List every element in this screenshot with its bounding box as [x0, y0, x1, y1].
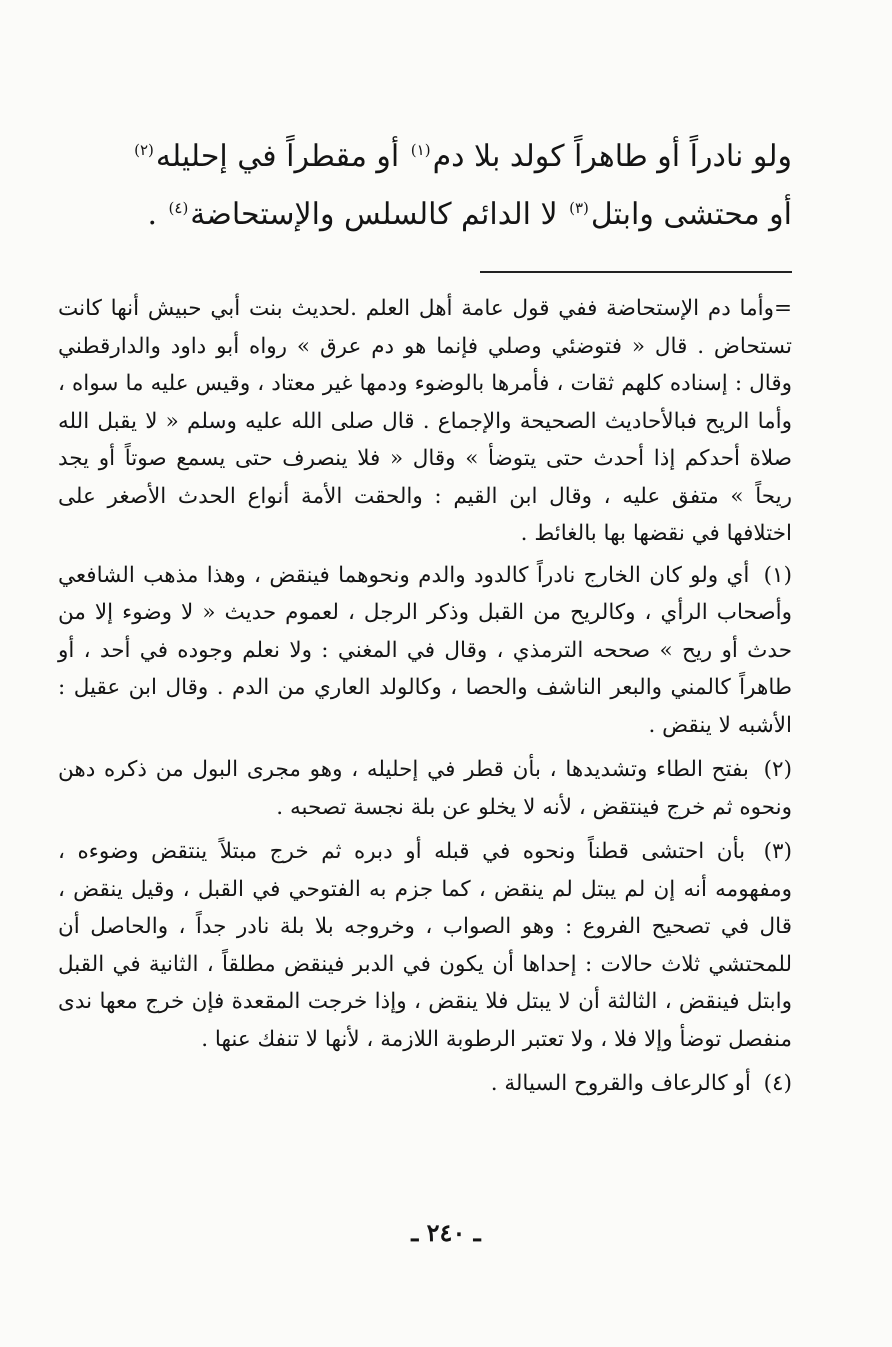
footnote-1: [58, 557, 792, 745]
footnote-ref-3: (٣): [569, 199, 589, 217]
footnote-text-2: بفتح الطاء وتشديدها ، بأن قطر في إحليله ، وهو مجرى البول من ذكره دهن ونحوه ثم خرج فينتقض ، لأنه لا يخلو عن بلة نجسة تصحبه .: [58, 757, 792, 820]
main-line-1: [95, 128, 792, 186]
footnote-number-1: (١): [763, 562, 792, 588]
footnote-continuation: =وأما دم الإستحاضة ففي قول عامة أهل العلم .لحديث بنت أبي حبيش أنها كانت تستحاض . قال « فتوضئي وصلي فإنما هو دم عرق » رواه أبو داود والدارقطني وقال : إسناده كلهم ثقات ، فأمرها بالوضوء ودمها غير معتاد ، وقيس عليه ما سواه ، وأما الريح فبالأحاديث الصحيحة والإجماع . قال صلى الله عليه وسلم « لا يقبل الله صلاة أحدكم إذا أحدث حتى يتوضأ » وقال « فلا ينصرف حتى يسمع صوتاً أو يجد ريحاً » متفق عليه ، وقال ابن القيم : والحقت الأمة أنواع الحدث الأصغر على اختلافها في نقضها بها بالغائط .: [58, 296, 792, 546]
footnote-text-1: أي ولو كان الخارج نادراً كالدود والدم ونحوهما فينقض ، وهذا مذهب الشافعي وأصحاب الرأي ، وكالريح من القبل وذكر الرجل ، لعموم حديث « لا وضوء إلا من حدث أو ريح » صححه الترمذي ، وقال في المغني : ولا نعلم وجوده في أحد ، أو طاهراً كالمني والبعر الناشف والحصا ، وكالولد العاري من الدم . وقال ابن عقيل : الأشبه لا ينقض .: [58, 562, 792, 738]
footnote-2: [58, 751, 792, 826]
main-line-2-text-b: لا الدائم كالسلس والإستحاضة: [190, 197, 568, 232]
main-line-2-text-a: أو محتشى وابتل: [590, 197, 792, 232]
footnote-text-4: أو كالرعاف والقروح السيالة .: [490, 1071, 751, 1096]
footnote-ref-1: (١): [410, 141, 431, 159]
footnote-number-4: (٤): [763, 1071, 792, 1096]
main-line-1-text-b: أو مقطراً في إحليله: [155, 139, 409, 174]
main-line-2-text-c: .: [147, 197, 167, 232]
footnote-text-3: بأن احتشى قطناً ونحوه في قبله أو دبره ثم خرج مبتلاً ينتقض وضوءه ، ومفهومه أنه إن لم يبتل لم ينقض ، كما جزم به الفتوحي في القبل ، وقيل ينقض ، قال في تصحيح الفروع : وهو الصواب ، وخروجه بلا بلة نادر جداً ، والحاصل أن للمحتشي ثلاث حالات : إحداها أن يكون في الدبر فينقض مطلقاً ، الثانية في القبل وابتل فينقض ، الثالثة أن لا يبتل فلا ينقض ، وإذا خرجت المقعدة فإن خرج معها ندى منفصل توضأ وإلا فلا ، ولا تعتبر الرطوبة اللازمة ، لأنها لا تنفك عنها .: [58, 839, 792, 1052]
footnote-number-2: (٢): [763, 757, 792, 782]
footnotes: [58, 290, 792, 1110]
footnote-ref-2: (٢): [134, 141, 154, 159]
footnote-number-3: (٣): [763, 839, 792, 864]
footnote-4: [58, 1065, 792, 1103]
main-line-2: [95, 186, 792, 244]
main-text: [95, 128, 792, 244]
footnote-3: [58, 833, 792, 1058]
page-number: ـ ٢٤٠ ـ: [411, 1218, 481, 1247]
main-line-1-text-a: ولو نادراً أو طاهراً كولد بلا دم: [432, 139, 792, 174]
footnote-ref-4: (٤): [168, 199, 189, 217]
footnote-separator: [480, 271, 792, 273]
